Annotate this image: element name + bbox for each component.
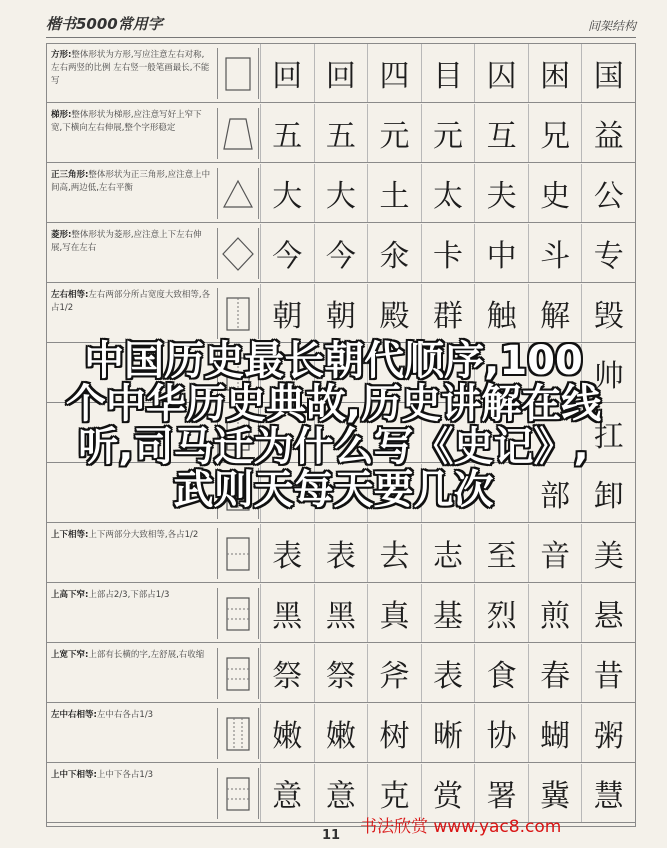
character-cell: 今 — [260, 224, 314, 282]
character-cell: 黑 — [314, 584, 368, 642]
hsplit3-shape-icon — [217, 588, 259, 639]
character-cell: 扛 — [581, 404, 635, 462]
character-cell: 斗 — [528, 224, 582, 282]
character-cell: 公 — [581, 164, 635, 222]
character-cell: 五 — [260, 104, 314, 162]
character-cells — [260, 704, 635, 762]
character-cell: 国 — [581, 44, 635, 102]
character-cell: 志 — [421, 524, 475, 582]
character-cell: 食 — [474, 644, 528, 702]
character-cells — [260, 644, 635, 702]
character-cell: 部 — [528, 464, 582, 522]
character-cell: 土 — [367, 164, 421, 222]
character-cell: 祭 — [260, 644, 314, 702]
row-description: 上中下相等:上中下各占1/3 — [51, 770, 154, 780]
grid-row — [47, 284, 635, 343]
character-cell: 太 — [421, 164, 475, 222]
character-cell: 触 — [474, 284, 528, 342]
character-cell: 春 — [528, 644, 582, 702]
character-cell: 回 — [314, 44, 368, 102]
character-cell: 殿 — [367, 284, 421, 342]
structure-name: 方形: — [51, 50, 72, 60]
character-cell: 朝 — [314, 284, 368, 342]
hsplit3-shape-icon — [217, 648, 259, 699]
character-cell: 烈 — [474, 584, 528, 642]
character-cell: 毁 — [581, 284, 635, 342]
character-cell: 粥 — [581, 704, 635, 762]
headline-overlay[interactable] — [0, 340, 667, 512]
character-cell: 去 — [367, 524, 421, 582]
headline-line-3: 听,司马迁为什么写《史记》, — [78, 424, 589, 470]
character-cell: 晰 — [421, 704, 475, 762]
structure-name: 正三角形: — [51, 170, 89, 180]
character-cell: 大 — [260, 164, 314, 222]
character-cell: 美 — [581, 524, 635, 582]
character-cell: 黑 — [260, 584, 314, 642]
split3-shape-icon — [217, 708, 259, 759]
character-cells — [260, 284, 635, 342]
structure-name: 上宽下窄: — [51, 650, 89, 660]
character-cell: 至 — [474, 524, 528, 582]
character-cell: 夫 — [474, 164, 528, 222]
character-cell: 回 — [260, 44, 314, 102]
character-cell: 基 — [421, 584, 475, 642]
site-watermark: 书法欣赏 www.yac8.com — [360, 817, 562, 837]
character-cell: 嫩 — [314, 704, 368, 762]
character-cell: 表 — [314, 524, 368, 582]
character-cells — [260, 104, 635, 162]
character-cell: 帅 — [581, 344, 635, 402]
character-cell: 冀 — [528, 764, 582, 822]
hsplit2-shape-icon — [217, 528, 259, 579]
character-cell: 卡 — [421, 224, 475, 282]
character-cell: 元 — [421, 104, 475, 162]
headline-line-1: 中国历史最长朝代顺序,100 — [84, 338, 583, 384]
structure-name: 菱形: — [51, 230, 72, 240]
square-shape-icon — [217, 48, 259, 99]
character-cells — [260, 44, 635, 102]
character-cells — [260, 584, 635, 642]
character-cell: 卸 — [581, 464, 635, 522]
character-cell: 煎 — [528, 584, 582, 642]
character-cell: 中 — [474, 224, 528, 282]
character-cell: 今 — [314, 224, 368, 282]
character-cell: 蝴 — [528, 704, 582, 762]
grid-row — [47, 104, 635, 163]
row-description: 方形:整体形状为方形,写应注意左右对称,左右两竖的比例 左右竖一般笔画最长,不能写 — [51, 50, 210, 86]
book-title: 楷书5000常用字 — [46, 15, 163, 33]
character-cell: 祭 — [314, 644, 368, 702]
character-cells — [260, 524, 635, 582]
character-cell: 史 — [528, 164, 582, 222]
character-cell: 意 — [260, 764, 314, 822]
row-description: 上宽下窄:上部有长横的字,左舒展,右收缩 — [51, 650, 205, 660]
character-cell: 昔 — [581, 644, 635, 702]
character-cell: 解 — [528, 284, 582, 342]
character-cell: 目 — [421, 44, 475, 102]
structure-name: 上下相等: — [51, 530, 89, 540]
character-cell: 互 — [474, 104, 528, 162]
character-cell: 益 — [581, 104, 635, 162]
headline-line-2: 个中华历史典故,历史讲解在线 — [65, 381, 602, 427]
split2-shape-icon — [217, 288, 259, 339]
character-cell: 克 — [367, 764, 421, 822]
grid-row — [47, 644, 635, 703]
character-cell: 悬 — [581, 584, 635, 642]
row-description: 左右相等:左右两部分所占宽度大致相等,各占1/2 — [51, 290, 211, 313]
row-description: 菱形:整体形状为菱形,应注意上下左右伸展,写在左右 — [51, 230, 202, 253]
structure-name: 上高下窄: — [51, 590, 89, 600]
row-description: 梯形:整体形状为梯形,应注意写好上窄下宽,下横向左右伸展,整个字形稳定 — [51, 110, 202, 133]
character-cell: 囚 — [474, 44, 528, 102]
structure-name: 左右相等: — [51, 290, 89, 300]
headline-line-4: 武则天每天要几次 — [173, 467, 494, 513]
character-cell: 斧 — [367, 644, 421, 702]
row-description: 上高下窄:上部占2/3,下部占1/3 — [51, 590, 170, 600]
character-cell: 嫩 — [260, 704, 314, 762]
character-cell: 朝 — [260, 284, 314, 342]
row-description: 正三角形:整体形状为正三角形,应注意上中间高,两边低,左右平衡 — [51, 170, 211, 193]
character-cell: 专 — [581, 224, 635, 282]
character-cell: 表 — [421, 644, 475, 702]
character-cell: 元 — [367, 104, 421, 162]
page-header — [46, 14, 636, 38]
triangle-shape-icon — [217, 168, 259, 219]
character-cell: 意 — [314, 764, 368, 822]
grid-row — [47, 44, 635, 103]
row-description: 左中右相等:左中右各占1/3 — [51, 710, 154, 720]
hsplit3-shape-icon — [217, 768, 259, 819]
character-cell: 表 — [260, 524, 314, 582]
structure-name: 上中下相等: — [51, 770, 97, 780]
character-cell: 真 — [367, 584, 421, 642]
character-cell: 氽 — [367, 224, 421, 282]
character-cells — [260, 164, 635, 222]
character-cells — [260, 224, 635, 282]
grid-row — [47, 704, 635, 763]
character-cell: 慧 — [581, 764, 635, 822]
grid-row — [47, 524, 635, 583]
grid-row — [47, 584, 635, 643]
section-title: 间架结构 — [587, 19, 636, 33]
character-cell: 五 — [314, 104, 368, 162]
character-cell: 署 — [474, 764, 528, 822]
character-cell: 困 — [528, 44, 582, 102]
character-cell: 赏 — [421, 764, 475, 822]
character-cell: 兄 — [528, 104, 582, 162]
page-number: 11 — [322, 828, 341, 843]
character-cell: 协 — [474, 704, 528, 762]
row-description: 上下相等:上下两部分大致相等,各占1/2 — [51, 530, 199, 540]
grid-row — [47, 224, 635, 283]
trapezoid-shape-icon — [217, 108, 259, 159]
grid-row — [47, 164, 635, 223]
structure-name: 梯形: — [51, 110, 72, 120]
character-cell: 四 — [367, 44, 421, 102]
character-cell: 群 — [421, 284, 475, 342]
character-cell: 音 — [528, 524, 582, 582]
diamond-shape-icon — [217, 228, 259, 279]
character-cell: 树 — [367, 704, 421, 762]
structure-name: 左中右相等: — [51, 710, 97, 720]
character-cell: 大 — [314, 164, 368, 222]
